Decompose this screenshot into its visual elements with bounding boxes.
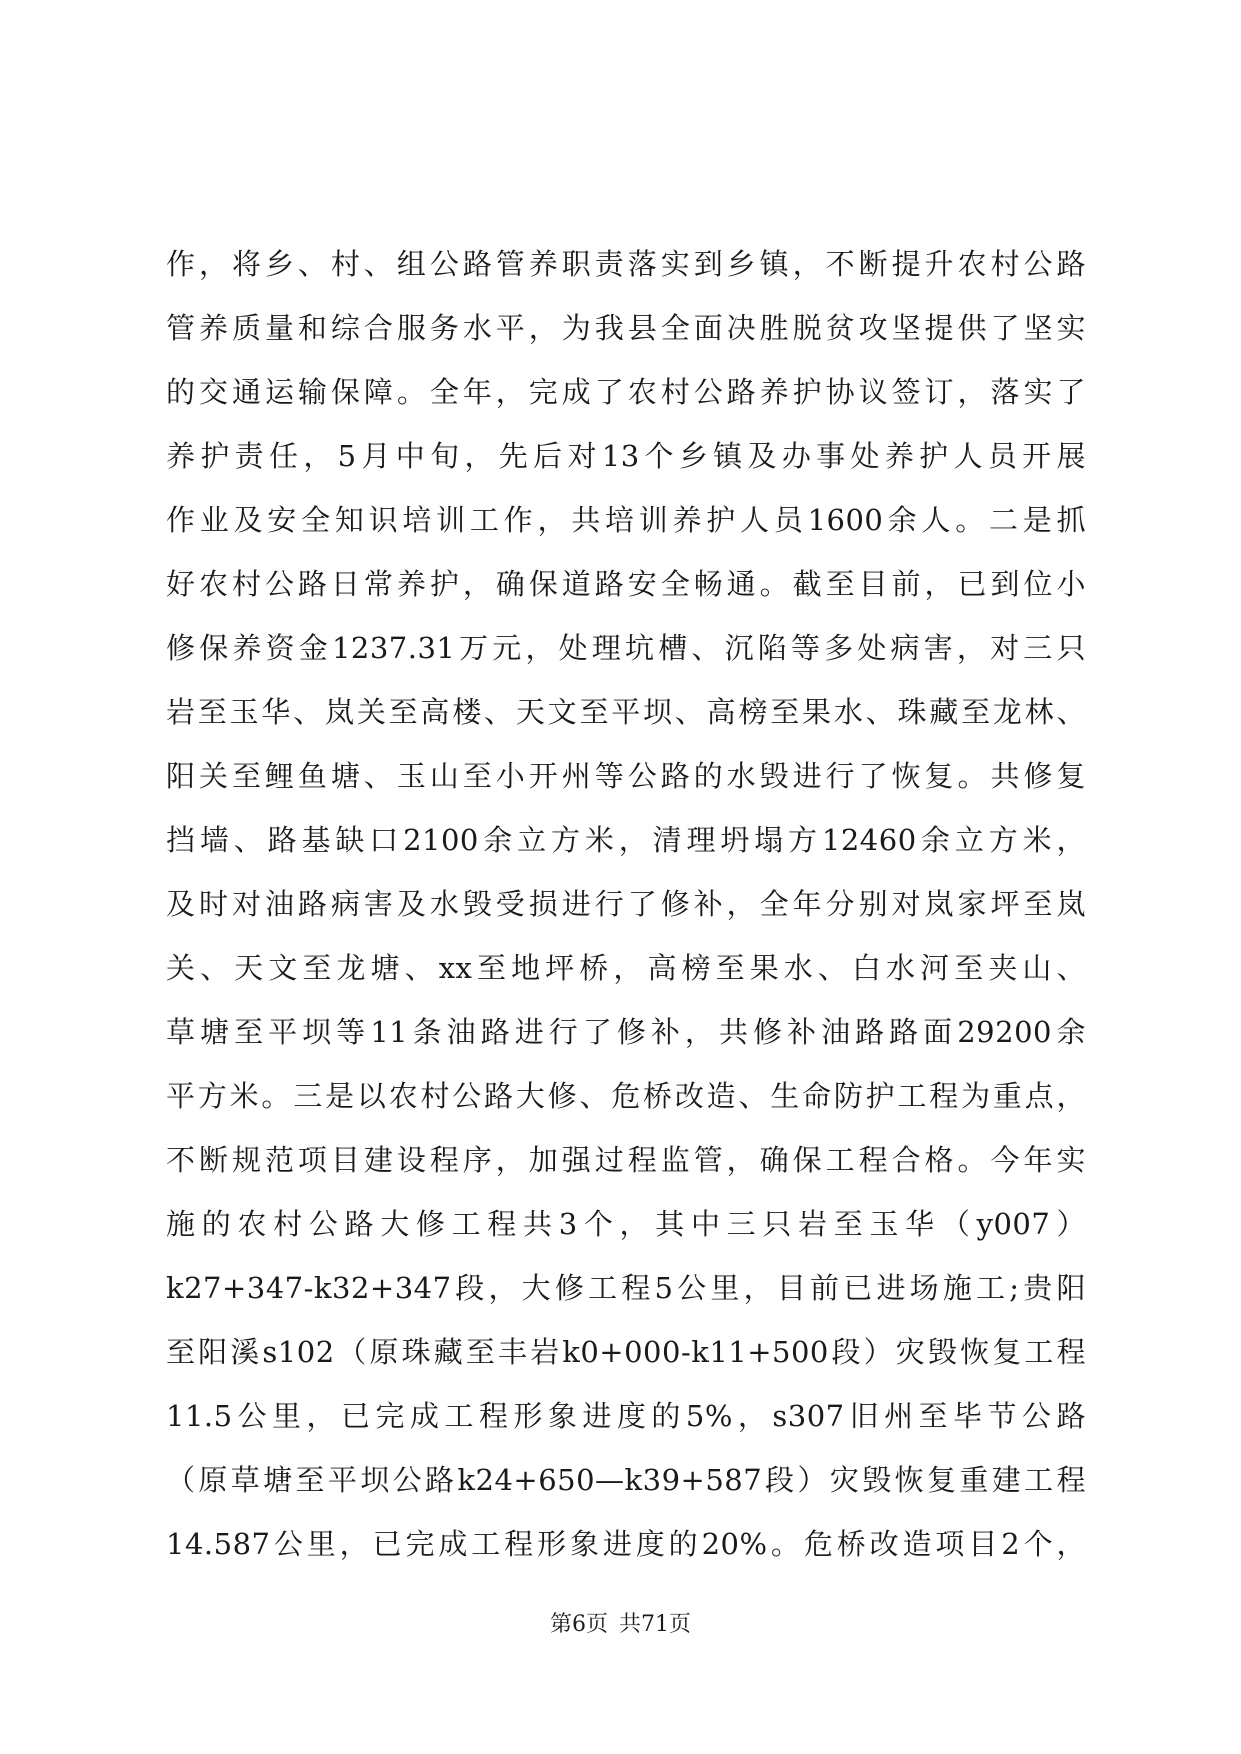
text-line-19: 11.5公里，已完成工程形象进度的5%，s307旧州至毕节公路 — [166, 1399, 1086, 1433]
page-footer — [0, 1610, 1241, 1640]
text-line-2: 管养质量和综合服务水平，为我县全面决胜脱贫攻坚提供了坚实 — [166, 311, 1086, 345]
text-line-16: 施的农村公路大修工程共3个，其中三只岩至玉华（y007） — [166, 1207, 1086, 1241]
text-line-14: 平方米。三是以农村公路大修、危桥改造、生命防护工程为重点， — [166, 1079, 1086, 1113]
text-line-6: 好农村公路日常养护，确保道路安全畅通。截至目前，已到位小 — [166, 567, 1086, 601]
text-line-13: 草塘至平坝等11条油路进行了修补，共修补油路路面29200余 — [166, 1015, 1086, 1049]
text-line-5: 作业及安全知识培训工作，共培训养护人员1600余人。二是抓 — [166, 503, 1086, 537]
text-line-9: 阳关至鲤鱼塘、玉山至小开州等公路的水毁进行了恢复。共修复 — [166, 759, 1086, 793]
text-line-4: 养护责任，5月中旬，先后对13个乡镇及办事处养护人员开展 — [166, 439, 1086, 473]
text-line-8: 岩至玉华、岚关至高楼、天文至平坝、高榜至果水、珠藏至龙林、 — [166, 695, 1086, 729]
total-pages: 共71页 — [619, 1612, 691, 1637]
text-line-7: 修保养资金1237.31万元，处理坑槽、沉陷等多处病害，对三只 — [166, 631, 1086, 665]
text-line-15: 不断规范项目建设程序，加强过程监管，确保工程合格。今年实 — [166, 1143, 1086, 1177]
page-number: 第6页 — [550, 1612, 608, 1637]
text-line-20: （原草塘至平坝公路k24+650—k39+587段）灾毁恢复重建工程 — [166, 1463, 1086, 1497]
text-line-17: k27+347-k32+347段，大修工程5公里，目前已进场施工;贵阳 — [166, 1271, 1086, 1305]
body-text — [166, 232, 1086, 1576]
text-line-3: 的交通运输保障。全年，完成了农村公路养护协议签订，落实了 — [166, 375, 1086, 409]
text-line-18: 至阳溪s102（原珠藏至丰岩k0+000-k11+500段）灾毁恢复工程 — [166, 1335, 1086, 1369]
text-line-12: 关、天文至龙塘、xx至地坪桥，高榜至果水、白水河至夹山、 — [166, 951, 1086, 985]
text-line-11: 及时对油路病害及水毁受损进行了修补，全年分别对岚家坪至岚 — [166, 887, 1086, 921]
text-line-10: 挡墙、路基缺口2100余立方米，清理坍塌方12460余立方米， — [166, 823, 1086, 857]
text-line-21: 14.587公里，已完成工程形象进度的20%。危桥改造项目2个， — [166, 1527, 1086, 1561]
text-line-1: 作，将乡、村、组公路管养职责落实到乡镇，不断提升农村公路 — [166, 247, 1086, 281]
